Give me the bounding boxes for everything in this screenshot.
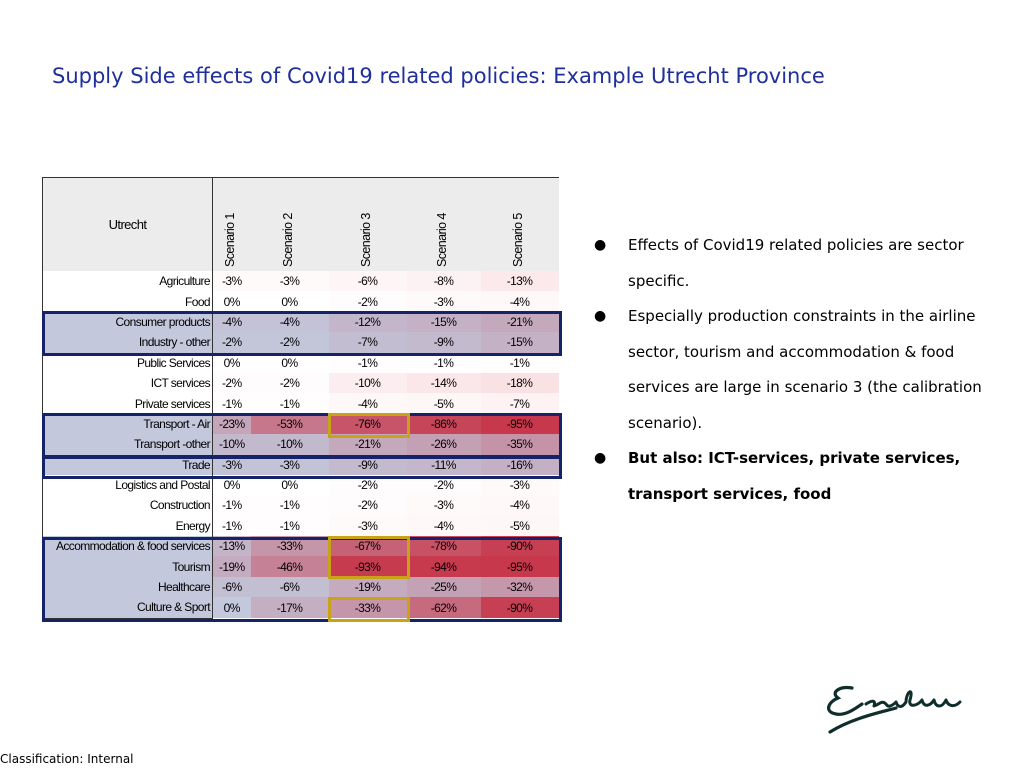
heat-cell: -93% (329, 556, 407, 576)
table-row (43, 312, 559, 332)
heat-cell: -1% (279, 498, 300, 513)
heat-cell: -15% (481, 332, 559, 352)
sector-label: Public Services (43, 353, 213, 373)
heat-cell: -7% (481, 393, 559, 413)
heat-cell: -21% (329, 434, 407, 454)
heat-cell: -2% (221, 376, 242, 391)
heat-cell: -25% (407, 577, 481, 597)
sector-label: Trade (43, 455, 213, 475)
heat-cell: -12% (329, 312, 407, 332)
sector-label: Consumer products (43, 312, 213, 332)
table-row (43, 597, 559, 618)
heat-cell: -4% (329, 393, 407, 413)
heat-cell: -1% (221, 498, 242, 513)
heat-cell: -1% (279, 396, 300, 411)
scenario-header: Scenario 1 (213, 178, 251, 272)
heat-cell: -4% (251, 312, 329, 332)
heat-cell: -16% (481, 455, 559, 475)
bullet-list (594, 228, 1014, 512)
heat-cell: 0% (281, 294, 298, 309)
heat-cell: -4% (481, 291, 559, 311)
heat-cell: -1% (433, 355, 454, 370)
table-row (43, 536, 559, 556)
heat-cell: -33% (329, 597, 407, 618)
table-row (43, 353, 559, 373)
table-row (43, 291, 559, 311)
heat-cell: -10% (251, 434, 329, 454)
heat-cell: -10% (329, 373, 407, 393)
sector-label: Construction (43, 495, 213, 515)
heat-cell: 0% (281, 355, 298, 370)
heat-cell: -4% (407, 516, 481, 536)
heat-cell: -6% (329, 271, 407, 291)
heat-cell: -86% (407, 414, 481, 434)
heat-cell: -3% (213, 271, 251, 291)
heat-cell: -67% (329, 536, 407, 556)
heat-cell: -4% (213, 312, 251, 332)
bullet-item: ● Especially production constraints in the airline sector, tourism and accommodation & food services are large in scenario 3 (the calibration scenario). (594, 299, 1014, 441)
heat-cell: 0% (281, 478, 298, 493)
sector-label: Agriculture (43, 271, 213, 291)
table-row (43, 495, 559, 515)
classification-footer: Classification: Internal (0, 752, 134, 766)
heat-cell: -1% (509, 355, 530, 370)
heatmap-table-container (42, 177, 560, 621)
heat-cell: -13% (213, 536, 251, 556)
heat-cell: -5% (481, 516, 559, 536)
heat-cell: -4% (481, 495, 559, 515)
heat-cell: -3% (407, 495, 481, 515)
sector-label: Transport -other (43, 434, 213, 454)
sector-label: Healthcare (43, 577, 213, 597)
table-corner-label: Utrecht (43, 178, 213, 272)
table-row (43, 556, 559, 576)
heat-cell: -53% (251, 414, 329, 434)
slide-title: Supply Side effects of Covid19 related policies: Example Utrecht Province (52, 64, 825, 88)
sector-label: Transport - Air (43, 414, 213, 434)
heat-cell: -1% (279, 518, 300, 533)
table-row (43, 271, 559, 291)
scenario-header: Scenario 2 (251, 178, 329, 272)
erasmus-signature-logo-icon (822, 678, 970, 736)
table-row (43, 434, 559, 454)
heat-cell: 0% (223, 355, 240, 370)
heat-cell: -15% (407, 312, 481, 332)
sector-label: Food (43, 291, 213, 311)
bullet-dot-icon: ● (594, 450, 607, 466)
sector-label: Accommodation & food services (43, 536, 213, 556)
heat-cell: -13% (481, 271, 559, 291)
heat-cell: -3% (251, 271, 329, 291)
heat-cell: -8% (407, 271, 481, 291)
table-row (43, 373, 559, 393)
bullet-dot-icon: ● (594, 237, 607, 253)
sector-label: Tourism (43, 556, 213, 576)
heat-cell: -6% (251, 577, 329, 597)
heat-cell: -1% (221, 518, 242, 533)
sector-label: Industry - other (43, 332, 213, 352)
heat-cell: -62% (407, 597, 481, 618)
heat-cell: -2% (213, 332, 251, 352)
heat-cell: -6% (213, 577, 251, 597)
heat-cell: -2% (357, 498, 378, 513)
bullet-item: ● Effects of Covid19 related policies are sector specific. (594, 228, 1014, 299)
heat-cell: -21% (481, 312, 559, 332)
heat-cell: -23% (213, 414, 251, 434)
sector-label: Energy (43, 516, 213, 536)
heat-cell: -33% (251, 536, 329, 556)
table-row (43, 577, 559, 597)
heat-cell: -19% (329, 577, 407, 597)
heat-cell: -7% (329, 332, 407, 352)
heat-cell: -2% (433, 478, 454, 493)
sector-label: Private services (43, 393, 213, 413)
heat-cell: -3% (481, 475, 559, 495)
heat-cell: -11% (407, 455, 481, 475)
heat-cell: -1% (221, 396, 242, 411)
heat-cell: -2% (357, 478, 378, 493)
heat-cell: -14% (407, 373, 481, 393)
heat-cell: -3% (407, 291, 481, 311)
bullet-item: ● But also: ICT-services, private services, transport services, food (594, 441, 1014, 512)
table-row (43, 455, 559, 475)
heat-cell: -90% (481, 536, 559, 556)
table-row (43, 516, 559, 536)
heat-cell: -35% (481, 434, 559, 454)
heat-cell: -3% (213, 455, 251, 475)
heat-cell: 0% (223, 478, 240, 493)
heat-cell: -32% (481, 577, 559, 597)
table-row (43, 414, 559, 434)
heat-cell: -9% (329, 455, 407, 475)
heat-cell: 0% (213, 597, 251, 618)
heat-cell: -78% (407, 536, 481, 556)
heatmap-table (42, 177, 559, 619)
heat-cell: -19% (213, 556, 251, 576)
sector-label: Culture & Sport (43, 597, 213, 618)
heat-cell: -5% (407, 393, 481, 413)
heat-cell: -95% (481, 414, 559, 434)
heat-cell: -46% (251, 556, 329, 576)
sector-label: ICT services (43, 373, 213, 393)
table-header-row (43, 178, 559, 272)
heat-cell: -94% (407, 556, 481, 576)
heat-cell: -2% (357, 294, 378, 309)
heat-cell: -2% (279, 376, 300, 391)
sector-label: Logistics and Postal (43, 475, 213, 495)
heat-cell: -10% (213, 434, 251, 454)
heat-cell: -3% (251, 455, 329, 475)
heat-cell: -26% (407, 434, 481, 454)
heat-cell: 0% (223, 294, 240, 309)
heat-cell: -2% (251, 332, 329, 352)
table-row (43, 475, 559, 495)
scenario-header: Scenario 3 (329, 178, 407, 272)
table-row (43, 393, 559, 413)
table-row (43, 332, 559, 352)
bullet-dot-icon: ● (594, 308, 607, 324)
heat-cell: -3% (329, 516, 407, 536)
heat-cell: -18% (481, 373, 559, 393)
heat-cell: -9% (407, 332, 481, 352)
scenario-header: Scenario 4 (407, 178, 481, 272)
heat-cell: -17% (251, 597, 329, 618)
scenario-header: Scenario 5 (481, 178, 559, 272)
heat-cell: -95% (481, 556, 559, 576)
heat-cell: -90% (481, 597, 559, 618)
heat-cell: -76% (329, 414, 407, 434)
heat-cell: -1% (357, 355, 378, 370)
